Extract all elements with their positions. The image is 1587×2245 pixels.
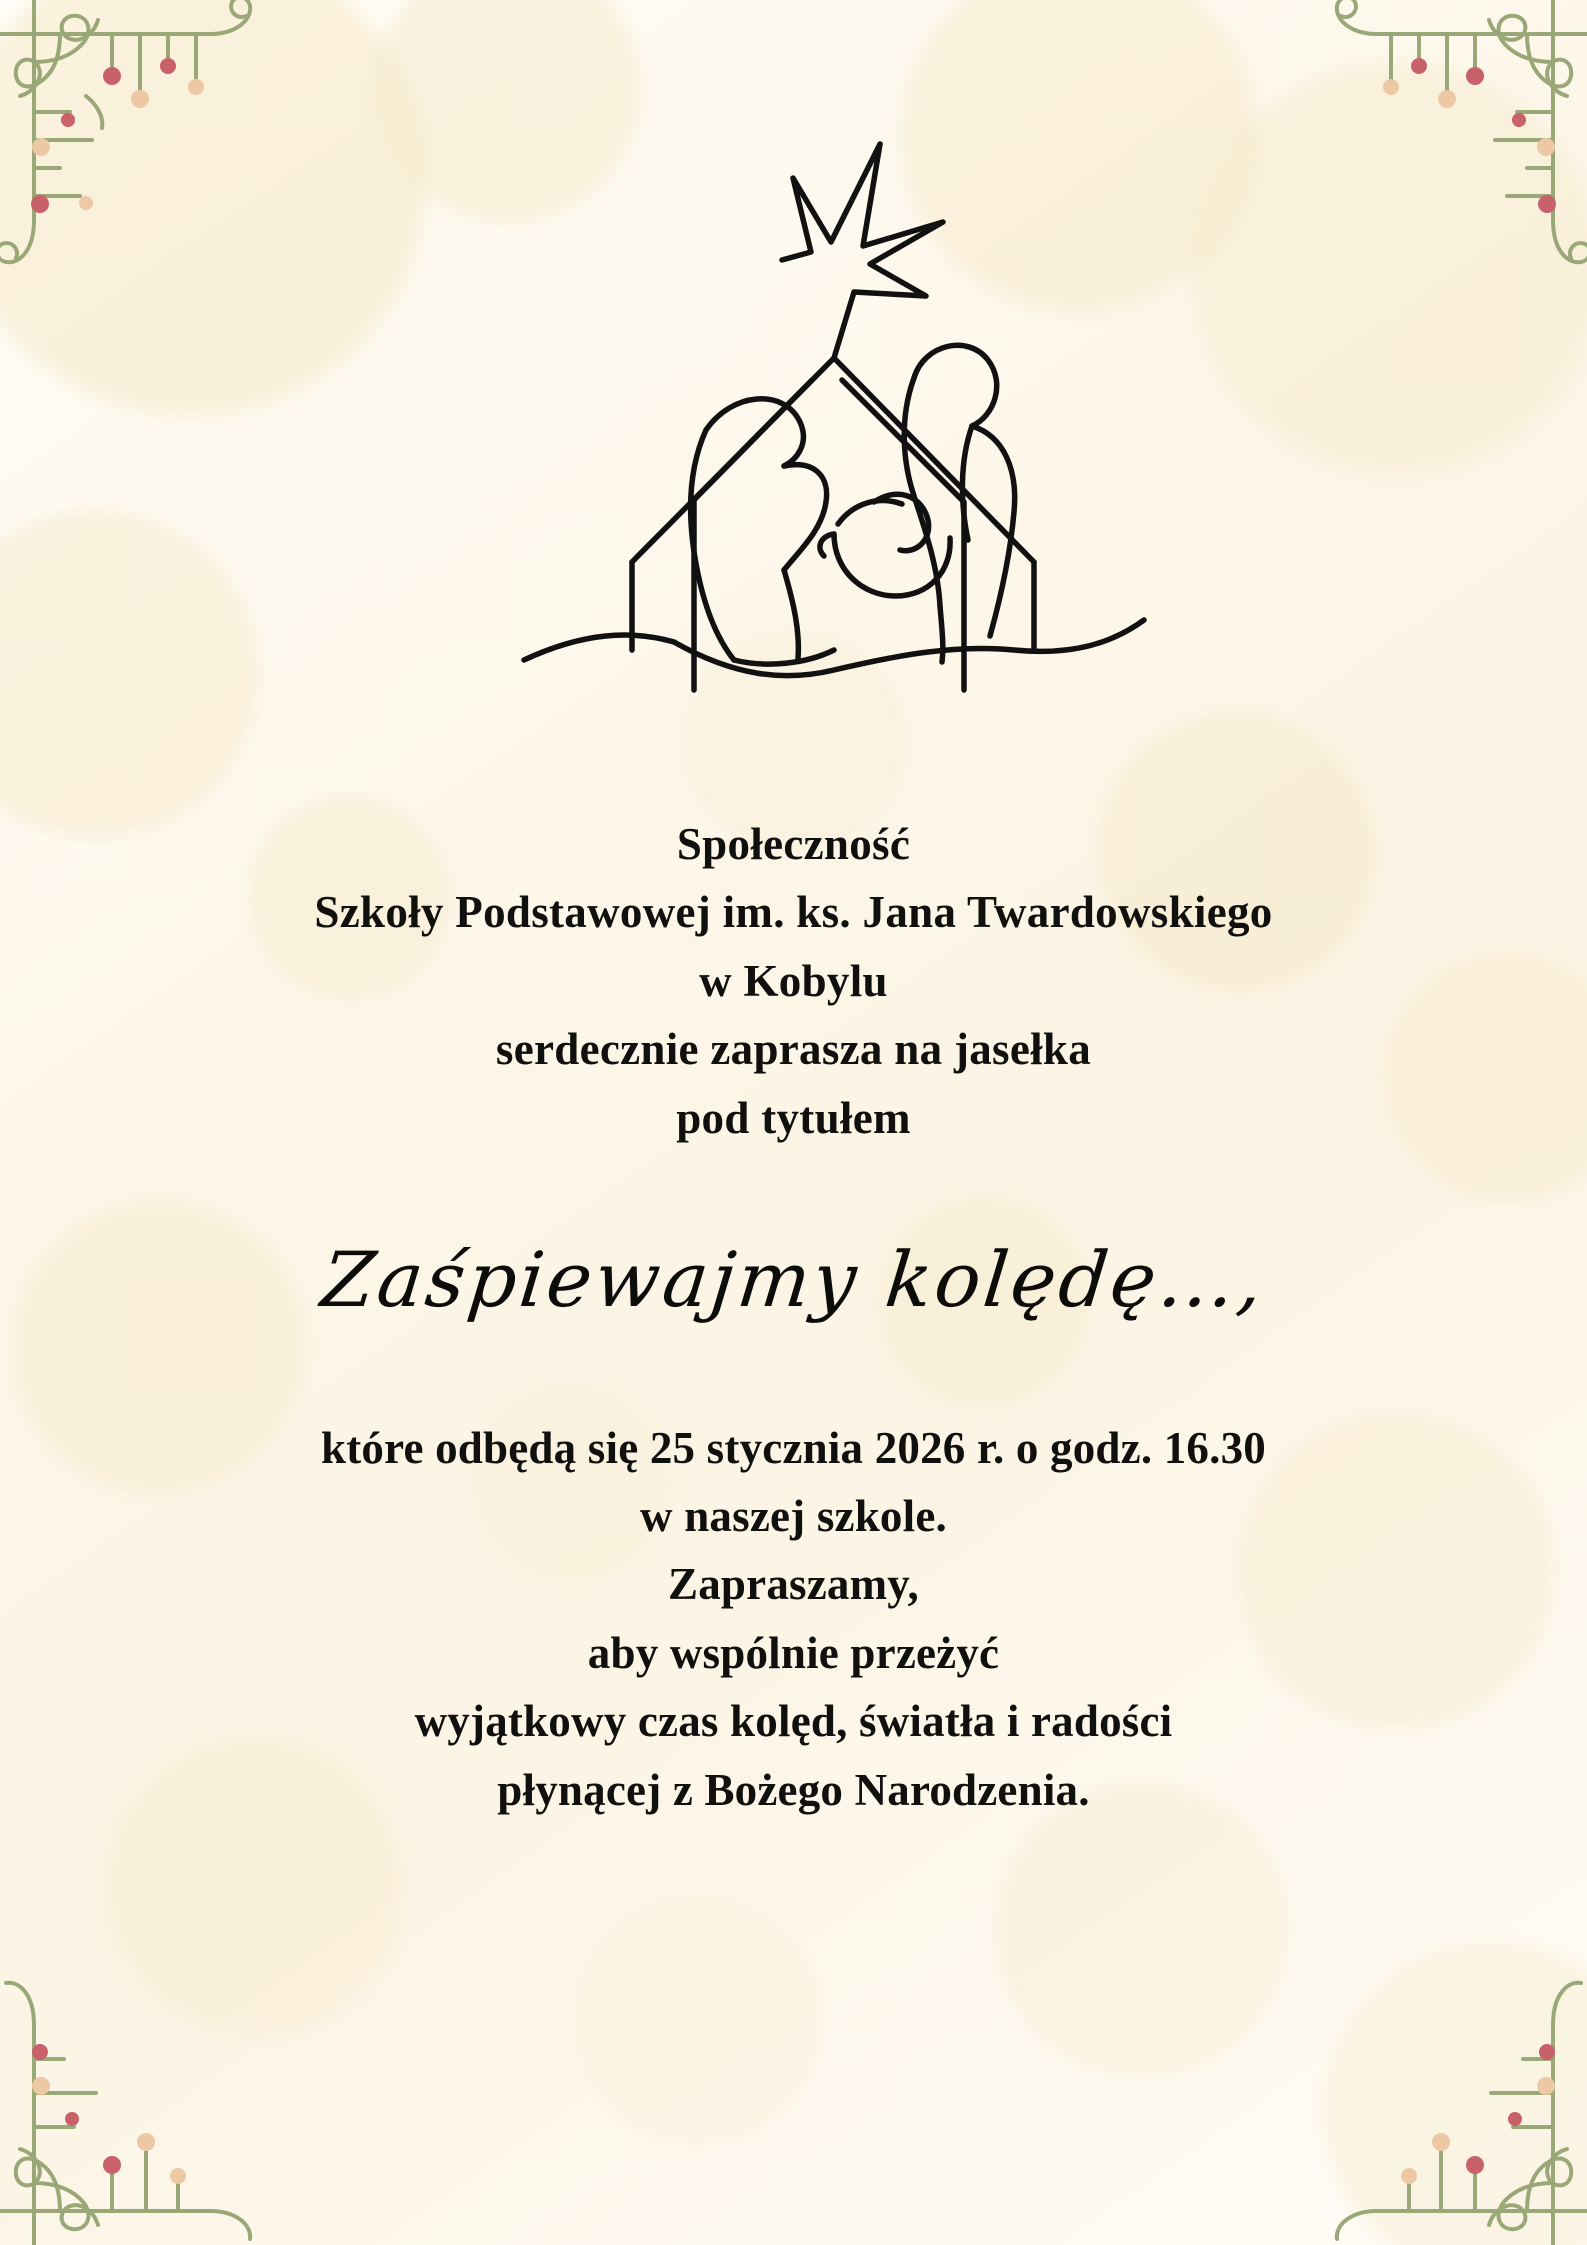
detail-line-2: w naszej szkole.: [640, 1490, 947, 1541]
nativity-line-art-icon: [314, 130, 1274, 730]
poster-text-content: [0, 810, 1587, 1824]
corner-ornament-top-right: [1317, 0, 1587, 330]
corner-ornament-bottom-left: [0, 1915, 270, 2245]
detail-line-4: aby wspólnie przeżyć: [587, 1627, 1000, 1678]
page-title: Zaśpiewajmy kolędę…,: [317, 1234, 1270, 1324]
intro-line-5: pod tytułem: [676, 1092, 911, 1143]
details-block: [0, 1414, 1587, 1824]
intro-line-1: Społeczność: [676, 819, 911, 869]
detail-line-6: płynącej z Bożego Narodzenia.: [497, 1764, 1090, 1815]
intro-block: [0, 810, 1587, 1152]
intro-line-3: w Kobylu: [699, 955, 888, 1006]
corner-ornament-bottom-right: [1317, 1915, 1587, 2245]
detail-line-3: Zapraszamy,: [668, 1559, 919, 1610]
intro-line-4: serdecznie zaprasza na jasełka: [495, 1024, 1092, 1075]
detail-line-5: wyjątkowy czas kolęd, światła i radości: [414, 1696, 1173, 1747]
corner-ornament-top-left: [0, 0, 270, 330]
detail-line-1: które odbędą się 25 stycznia 2026 r. o godz. 16.30: [320, 1422, 1266, 1473]
intro-line-2: Szkoły Podstawowej im. ks. Jana Twardowskiego: [314, 887, 1273, 938]
